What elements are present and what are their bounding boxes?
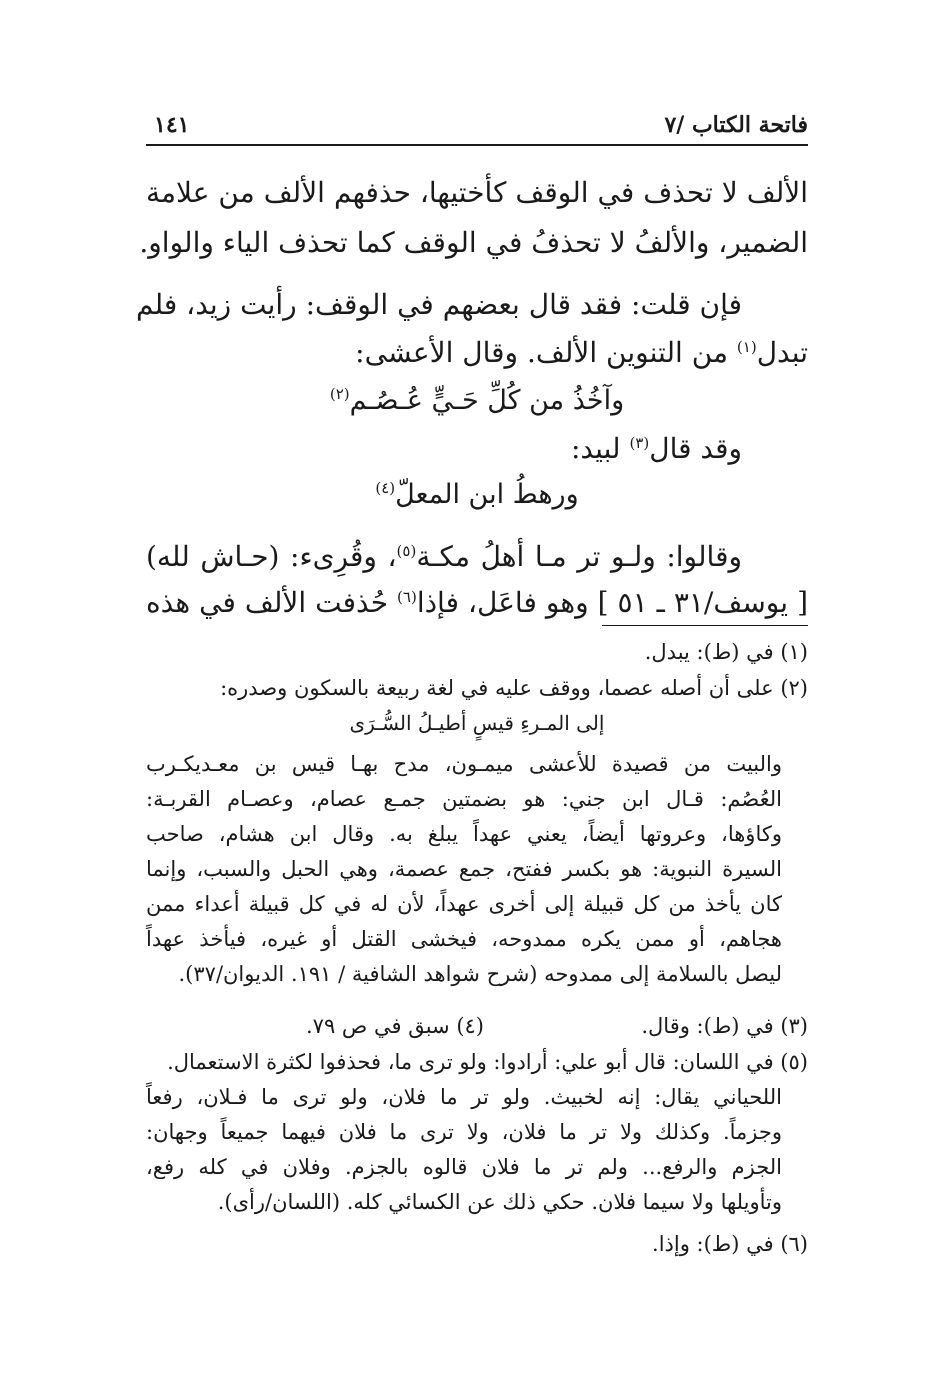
chapter-title: فاتحة الكتاب /٧ [664, 112, 808, 138]
verse-text: وآخُذُ من كُلِّ حَـيٍّ عُـصُـم [349, 385, 625, 416]
footnote-ref-4: (٤) [375, 479, 396, 497]
footnote-2-line: ليصل بالسلامة إلى ممدوحه (شرح شواهد الشافية / ١٩١. الديوان/٣٧). [178, 962, 782, 986]
running-header [146, 104, 808, 144]
footnote-5: (٥) في اللسان: قال أبو علي: أرادوا: ولو ترى ما، فحذفوا لكثرة الاستعمال. [167, 1050, 808, 1074]
body-line-4 [146, 328, 808, 378]
body-line-3: فإن قلت: فقد قال بعضهم في الوقف: رأيت زيد، فلم [135, 288, 742, 321]
footnote-5-line: الجزم والرفع... ولم تر ما فلان قالوه بالجزم. وفلان في كله رفع، [146, 1155, 782, 1179]
footnote-separator [602, 625, 808, 626]
footnote-5-line: وجزماً. وكذلك ولا تر ما فلان، ولا ترى ما فلان فيهما جميعاً وجهان: [146, 1120, 782, 1144]
body-text: وقد قال [649, 432, 742, 465]
footnote-2-line: هجاهم، أو ممن يكره ممدوحه، فيخشى القتل أو غيره، فيأخذ عهداً [146, 927, 782, 951]
footnote-ref-2: (٢) [329, 385, 350, 403]
verse-2 [146, 470, 808, 520]
body-line-7 [146, 578, 808, 628]
body-line-6 [146, 532, 808, 582]
verse-text: ورهطُ ابن المعلّ [395, 479, 579, 510]
footnote-5-line: اللحياني يقال: إنه لخبيث. ولو تر ما فلان، ولو ترى ما فـلان، رفعاً [146, 1085, 782, 1109]
body-text: [ يوسف/٣١ ـ ٥١ ] وهو فاعَل، فإذا [416, 586, 808, 619]
footnote-2: (٢) على أن أصله عصما، ووقف عليه في لغة ربيعة بالسكون وصدره: [220, 676, 808, 700]
footnote-ref-6: (٦) [397, 588, 417, 606]
body-text: ، وقُرِىء: (حـاش لله) [146, 540, 397, 573]
footnote-1: (١) في (ط): يبدل. [644, 640, 808, 664]
footnote-4: (٤) سبق في ص ٧٩. [305, 1014, 484, 1038]
body-line-2: الضمير، والألفُ لا تحذفُ في الوقف كما تحذف الياء والواو. [139, 226, 808, 259]
footnote-2-verse: إلى المـرءِ قيسٍ أطيـلُ السُّـرَى [349, 711, 605, 735]
body-line-5 [146, 424, 808, 474]
body-text: تبدل [756, 336, 808, 369]
body-text: من التنوين الألف. وقال الأعشى: [355, 336, 737, 369]
footnote-2-line: كان يأخذ من كل قبيلة إلى أخرى عهداً، لأن له في كل قبيلة أعداء ممن [146, 892, 782, 916]
footnote-ref-3: (٣) [629, 434, 650, 452]
body-text: حُذفت الألف في هذه [146, 586, 398, 619]
footnote-2-line: والبيت من قصيدة للأعشى ميمـون، مدح بهـا قيس بن معـديكـرب [146, 752, 782, 776]
verse-1 [146, 376, 808, 426]
body-text: لبيد: [570, 432, 630, 465]
footnote-ref-5: (٥) [396, 542, 417, 560]
footnote-ref-1: (١) [736, 338, 757, 356]
page-number: ١٤١ [154, 112, 190, 138]
body-text: وقالوا: ولـو تر مـا أهلُ مكـة [416, 540, 742, 573]
footnote-2-line: السيرة النبوية: هو بكسر ففتح، جمع عصمة، وهي الحبل والسبب، وإنما [146, 857, 782, 881]
footnotes-3-4-row [146, 1010, 808, 1043]
footnote-2-line: العُصُم: قـال ابن جني: هو بضمتين جمـع عصام، وعصـام القربـة: [146, 787, 782, 811]
header-rule [146, 144, 808, 146]
footnote-3: (٣) في (ط): وقال. [641, 1014, 808, 1038]
footnote-2-line: وكاؤها، وعروتها أيضاً، يعني عهداً يبلغ به. وقال ابن هشام، صاحب [146, 822, 782, 846]
footnote-5-line: وتأويلها ولا سيما فلان. حكي ذلك عن الكسائي كله. (اللسان/رأى). [217, 1190, 782, 1214]
footnote-6: (٦) في (ط): وإذا. [652, 1232, 808, 1256]
body-line-1: الألف لا تحذف في الوقف كأختيها، حذفهم الألف من علامة [146, 176, 808, 209]
